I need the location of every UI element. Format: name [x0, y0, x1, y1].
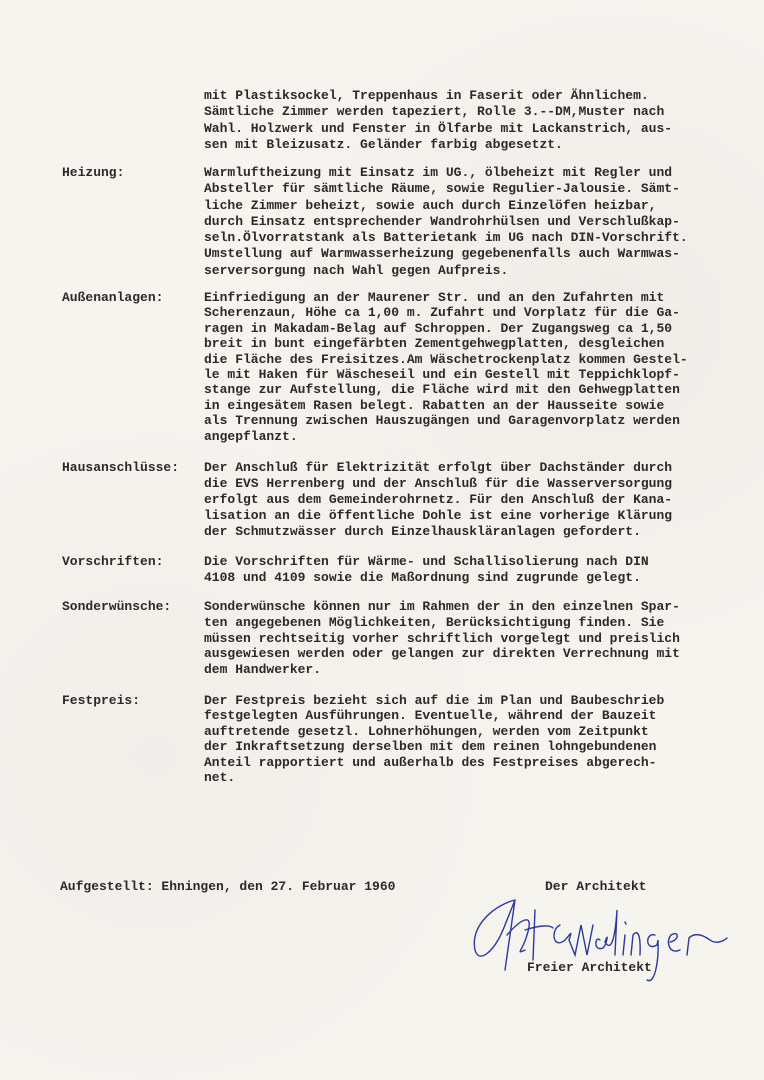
- section-label: Sonderwünsche:: [62, 599, 172, 614]
- text-line: der Inkraftsetzung derselben mit dem reinen lohngebundenen: [204, 739, 657, 755]
- text-line: Anteil rapportiert und außerhalb des Festpreises abgerech-: [204, 754, 657, 770]
- text-line: festgelegten Ausführungen. Eventuelle, während der Bauzeit: [204, 708, 657, 724]
- section-body: [204, 290, 688, 444]
- text-line: Sämtliche Zimmer werden tapeziert, Rolle 3.--DM,Muster nach: [204, 104, 665, 120]
- section-body: [204, 693, 664, 785]
- signatory-role: Freier Architekt: [527, 960, 652, 975]
- text-line: serversorgung nach Wahl gegen Aufpreis.: [204, 262, 509, 278]
- text-line: ausgewiesen werden oder gelangen zur direkten Verrechnung mit: [204, 646, 680, 662]
- text-line: die Fläche des Freisitzes.Am Wäschetrockenplatz kommen Gestel-: [204, 351, 688, 367]
- text-line: Scherenzaun, Höhe ca 1,00 m. Zufahrt und Vorplatz für die Ga-: [204, 305, 680, 321]
- text-line: auftretende gesetzl. Lohnerhöhungen, werden vom Zeitpunkt: [204, 723, 649, 739]
- text-line: lisation an die öffentliche Dohle ist eine vorherige Klärung: [204, 508, 673, 523]
- section-body: [204, 460, 672, 540]
- text-line: durch Einsatz entsprechender Wandrohrhülsen und Verschlußkap-: [204, 213, 680, 229]
- signatory-title: Der Architekt: [545, 879, 647, 894]
- text-line: in eingesätem Rasen belegt. Rabatten an der Hausseite sowie: [204, 397, 665, 413]
- text-line: liche Zimmer beheizt, sowie auch durch Einzelöfen heizbar,: [204, 197, 657, 213]
- text-line: breit in bunt eingefärbten Zementgehwegplatten, desgleichen: [204, 336, 665, 352]
- section-body: [204, 554, 649, 586]
- text-line: ten angegebenen Möglichkeiten, Berücksichtigung finden. Sie: [204, 614, 665, 630]
- section-body: [204, 165, 688, 279]
- text-line: 4108 und 4109 sowie die Maßordnung sind zugrunde gelegt.: [204, 570, 641, 585]
- text-line: Der Anschluß für Elektrizität erfolgt über Dachständer durch: [204, 460, 673, 475]
- text-line: die EVS Herrenberg und der Anschluß für die Wasserversorgung: [204, 476, 673, 491]
- place-date: Aufgestellt: Ehningen, den 27. Februar 1960: [60, 879, 396, 894]
- text-line: mit Plastiksockel, Treppenhaus in Faserit oder Ähnlichem.: [204, 88, 649, 103]
- text-line: angepflanzt.: [204, 428, 298, 444]
- text-line: net.: [204, 769, 236, 785]
- text-line: der Schmutzwässer durch Einzelhauskläranlagen gefordert.: [204, 524, 641, 539]
- text-line: dem Handwerker.: [204, 662, 322, 678]
- text-line: Einfriedigung an der Maurener Str. und an den Zufahrten mit: [204, 290, 665, 305]
- text-line: Absteller für sämtliche Räume, sowie Regulier-Jalousie. Sämt-: [204, 181, 680, 197]
- section-label: Festpreis:: [62, 693, 141, 708]
- text-line: Die Vorschriften für Wärme- und Schallisolierung nach DIN: [204, 554, 649, 569]
- text-line: müssen rechtseitig vorher schriftlich vorgelegt und preislich: [204, 630, 680, 646]
- text-line: Umstellung auf Warmwasserheizung gegebenenfalls auch Warmwas-: [204, 246, 680, 262]
- text-line: sen mit Bleizusatz. Geländer farbig abgesetzt.: [204, 136, 563, 152]
- text-line: Sonderwünsche können nur im Rahmen der in den einzelnen Spar-: [204, 599, 680, 614]
- section-label: Außenanlagen:: [62, 290, 164, 305]
- section-label: Heizung:: [62, 165, 125, 180]
- text-line: le mit Haken für Wäscheseil und ein Gestell mit Teppichklopf-: [204, 366, 680, 382]
- text-line: ragen in Makadam-Belag auf Schroppen. Der Zugangsweg ca 1,50: [204, 320, 673, 336]
- text-line: Warmluftheizung mit Einsatz im UG., ölbeheizt mit Regler und: [204, 165, 673, 180]
- text-line: erfolgt aus dem Gemeinderohrnetz. Für den Anschluß der Kana-: [204, 492, 673, 507]
- text-line: als Trennung zwischen Hauszugängen und Garagenvorplatz werden: [204, 413, 680, 429]
- section-body: [204, 599, 680, 678]
- section-body: [204, 88, 672, 153]
- section-label: Vorschriften:: [62, 554, 164, 569]
- section-label: Hausanschlüsse:: [62, 460, 180, 475]
- text-line: Wahl. Holzwerk und Fenster in Ölfarbe mit Lackanstrich, aus-: [204, 120, 673, 136]
- text-line: seln.Ölvorratstank als Batterietank im UG nach DIN-Vorschrift.: [204, 230, 688, 246]
- text-line: Der Festpreis bezieht sich auf die im Plan und Baubeschrieb: [204, 693, 665, 708]
- text-line: stange zur Aufstellung, die Fläche wird mit den Gehwegplatten: [204, 382, 680, 398]
